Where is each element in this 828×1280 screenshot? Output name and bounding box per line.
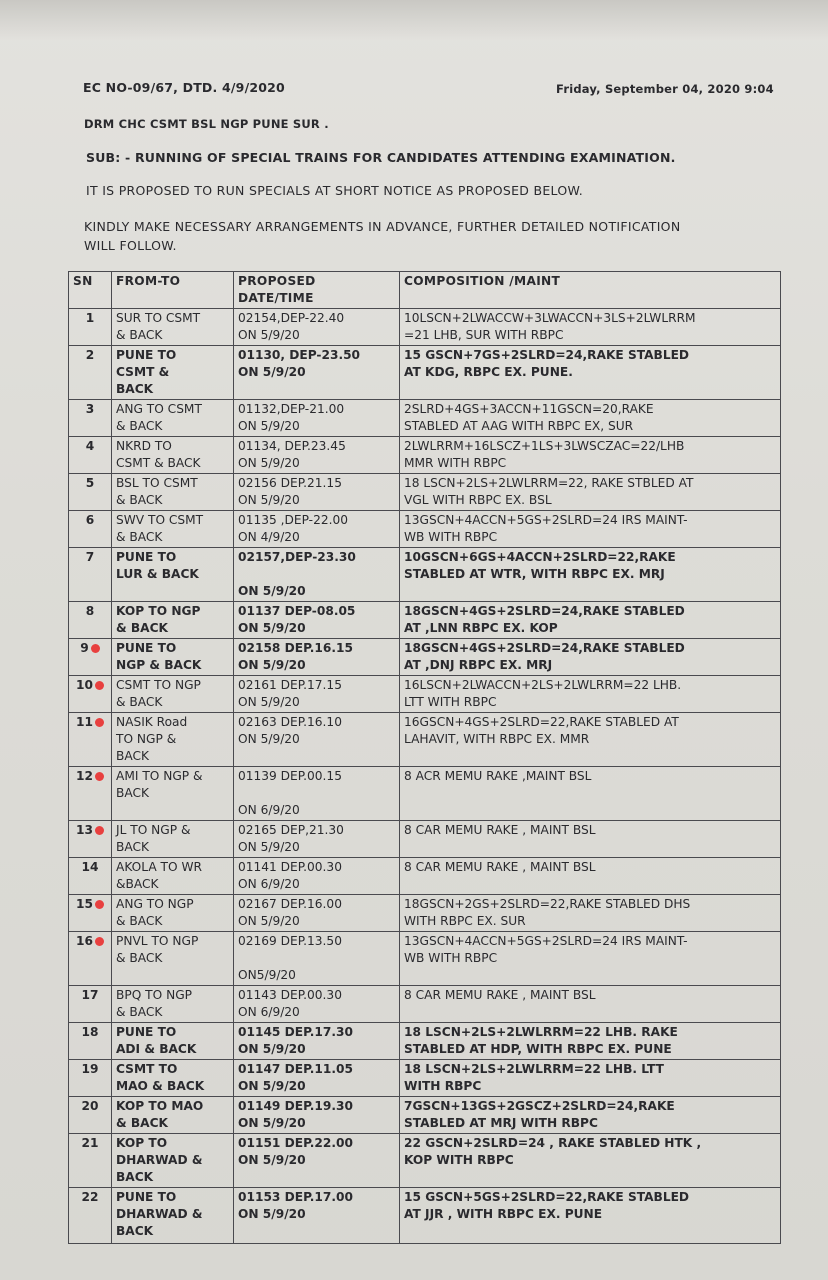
sn-cell (69, 676, 112, 713)
from-to-cell: SWV TO CSMT & BACK (112, 511, 234, 548)
date-time-cell: 01145 DEP.17.30 ON 5/9/20 (234, 1023, 400, 1060)
sn-cell (69, 602, 112, 639)
date-time-cell: 01132,DEP-21.00 ON 5/9/20 (234, 400, 400, 437)
table-row (69, 1097, 781, 1134)
date-time-cell: 02161 DEP.17.15 ON 5/9/20 (234, 676, 400, 713)
sn-number: 9 (80, 641, 89, 655)
date-time-cell: 02169 DEP.13.50 ON5/9/20 (234, 932, 400, 986)
composition-cell: 8 CAR MEMU RAKE , MAINT BSL (400, 858, 781, 895)
composition-cell: 2LWLRRM+16LSCZ+1LS+3LWSCZAC=22/LHB MMR WITH RBPC (400, 437, 781, 474)
sn-cell (69, 1134, 112, 1188)
sn-number: 1 (85, 311, 95, 325)
sn-cell (69, 986, 112, 1023)
column-header-from-to: FROM-TO (112, 272, 234, 309)
column-header-sn: SN (69, 272, 112, 309)
composition-cell: 13GSCN+4ACCN+5GS+2SLRD=24 IRS MAINT- WB WITH RBPC (400, 932, 781, 986)
sn-cell (69, 1023, 112, 1060)
instruction-text-line2: WILL FOLLOW. (84, 238, 177, 253)
red-mark-icon (95, 826, 104, 835)
sn-number: 18 (81, 1025, 99, 1039)
sn-number: 11 (76, 715, 93, 729)
red-mark-icon (91, 644, 100, 653)
table-row (69, 986, 781, 1023)
composition-cell: 2SLRD+4GS+3ACCN+11GSCN=20,RAKE STABLED AT AAG WITH RBPC EX, SUR (400, 400, 781, 437)
composition-cell: 18GSCN+4GS+2SLRD=24,RAKE STABLED AT ,DNJ RBPC EX. MRJ (400, 639, 781, 676)
sn-cell (69, 895, 112, 932)
sn-cell (69, 474, 112, 511)
sn-cell (69, 346, 112, 400)
red-mark-icon (95, 937, 104, 946)
date-time-cell: 02163 DEP.16.10 ON 5/9/20 (234, 713, 400, 767)
table-row (69, 1023, 781, 1060)
sn-number: 3 (85, 402, 95, 416)
sn-cell (69, 1060, 112, 1097)
from-to-cell: PUNE TO DHARWAD & BACK (112, 1188, 234, 1244)
composition-cell: 8 ACR MEMU RAKE ,MAINT BSL (400, 767, 781, 821)
timestamp: Friday, September 04, 2020 9:04 (556, 82, 774, 96)
table-row (69, 400, 781, 437)
table-row (69, 895, 781, 932)
table-row (69, 1134, 781, 1188)
date-time-cell: 01153 DEP.17.00 ON 5/9/20 (234, 1188, 400, 1244)
from-to-cell: PUNE TO NGP & BACK (112, 639, 234, 676)
sn-number: 13 (76, 823, 93, 837)
date-time-cell: 02156 DEP.21.15 ON 5/9/20 (234, 474, 400, 511)
composition-cell: 18 LSCN+2LS+2LWLRRM=22 LHB. LTT WITH RBPC (400, 1060, 781, 1097)
sn-number: 5 (85, 476, 95, 490)
from-to-cell: JL TO NGP & BACK (112, 821, 234, 858)
date-time-cell: 01134, DEP.23.45 ON 5/9/20 (234, 437, 400, 474)
from-to-cell: NKRD TO CSMT & BACK (112, 437, 234, 474)
sn-number: 15 (76, 897, 93, 911)
sn-number: 12 (76, 769, 93, 783)
sn-number: 14 (81, 860, 99, 874)
table-row (69, 767, 781, 821)
sn-cell (69, 767, 112, 821)
sn-number: 8 (85, 604, 95, 618)
composition-cell: 7GSCN+13GS+2GSCZ+2SLRD=24,RAKE STABLED AT MRJ WITH RBPC (400, 1097, 781, 1134)
sn-number: 10 (76, 678, 93, 692)
date-time-cell: 02165 DEP,21.30 ON 5/9/20 (234, 821, 400, 858)
date-time-cell: 01143 DEP.00.30 ON 6/9/20 (234, 986, 400, 1023)
from-to-cell: PUNE TO CSMT & BACK (112, 346, 234, 400)
sn-cell (69, 548, 112, 602)
from-to-cell: NASIK Road TO NGP & BACK (112, 713, 234, 767)
table-body (69, 309, 781, 1244)
top-shadow (0, 0, 828, 40)
table-row (69, 1060, 781, 1097)
composition-cell: 10GSCN+6GS+4ACCN+2SLRD=22,RAKE STABLED AT WTR, WITH RBPC EX. MRJ (400, 548, 781, 602)
date-time-cell: 01135 ,DEP-22.00 ON 4/9/20 (234, 511, 400, 548)
sn-cell (69, 932, 112, 986)
sn-cell (69, 400, 112, 437)
date-time-cell: 02167 DEP.16.00 ON 5/9/20 (234, 895, 400, 932)
composition-cell: 18GSCN+4GS+2SLRD=24,RAKE STABLED AT ,LNN RBPC EX. KOP (400, 602, 781, 639)
table-row (69, 639, 781, 676)
table-row (69, 309, 781, 346)
date-time-cell: 01130, DEP-23.50 ON 5/9/20 (234, 346, 400, 400)
table-row (69, 1188, 781, 1244)
sn-number: 2 (85, 348, 95, 362)
from-to-cell: PNVL TO NGP & BACK (112, 932, 234, 986)
table-row (69, 676, 781, 713)
from-to-cell: BPQ TO NGP & BACK (112, 986, 234, 1023)
composition-cell: 8 CAR MEMU RAKE , MAINT BSL (400, 986, 781, 1023)
table-header-row (69, 272, 781, 309)
sn-cell (69, 1188, 112, 1244)
date-time-cell: 02157,DEP-23.30 ON 5/9/20 (234, 548, 400, 602)
table-row (69, 548, 781, 602)
composition-cell: 8 CAR MEMU RAKE , MAINT BSL (400, 821, 781, 858)
from-to-cell: CSMT TO NGP & BACK (112, 676, 234, 713)
addressees: DRM CHC CSMT BSL NGP PUNE SUR . (84, 117, 329, 131)
from-to-cell: SUR TO CSMT & BACK (112, 309, 234, 346)
table-row (69, 474, 781, 511)
date-time-cell: 02158 DEP.16.15 ON 5/9/20 (234, 639, 400, 676)
table-row (69, 511, 781, 548)
sn-cell (69, 821, 112, 858)
date-time-cell: 01137 DEP-08.05 ON 5/9/20 (234, 602, 400, 639)
from-to-cell: ANG TO NGP & BACK (112, 895, 234, 932)
sn-cell (69, 713, 112, 767)
table-row (69, 346, 781, 400)
from-to-cell: KOP TO MAO & BACK (112, 1097, 234, 1134)
table-row (69, 932, 781, 986)
instruction-text-line1: KINDLY MAKE NECESSARY ARRANGEMENTS IN ADVANCE, FURTHER DETAILED NOTIFICATION (84, 219, 681, 234)
table-row (69, 821, 781, 858)
red-mark-icon (95, 900, 104, 909)
sn-cell (69, 437, 112, 474)
sn-cell (69, 511, 112, 548)
composition-cell: 18GSCN+2GS+2SLRD=22,RAKE STABLED DHS WITH RBPC EX. SUR (400, 895, 781, 932)
column-header-composition: COMPOSITION /MAINT (400, 272, 781, 309)
from-to-cell: AKOLA TO WR &BACK (112, 858, 234, 895)
date-time-cell: 01139 DEP.00.15 ON 6/9/20 (234, 767, 400, 821)
red-mark-icon (95, 718, 104, 727)
special-trains-table (68, 271, 781, 1244)
sn-number: 21 (81, 1136, 99, 1150)
from-to-cell: KOP TO DHARWAD & BACK (112, 1134, 234, 1188)
sn-number: 22 (81, 1190, 99, 1204)
red-mark-icon (95, 681, 104, 690)
composition-cell: 18 LSCN+2LS+2LWLRRM=22, RAKE STBLED AT VGL WITH RBPC EX. BSL (400, 474, 781, 511)
sn-cell (69, 1097, 112, 1134)
from-to-cell: PUNE TO ADI & BACK (112, 1023, 234, 1060)
sn-cell (69, 309, 112, 346)
red-mark-icon (95, 772, 104, 781)
sn-cell (69, 858, 112, 895)
proposal-text: IT IS PROPOSED TO RUN SPECIALS AT SHORT NOTICE AS PROPOSED BELOW. (86, 183, 583, 198)
from-to-cell: ANG TO CSMT & BACK (112, 400, 234, 437)
table-row (69, 713, 781, 767)
composition-cell: 16GSCN+4GS+2SLRD=22,RAKE STABLED AT LAHAVIT, WITH RBPC EX. MMR (400, 713, 781, 767)
composition-cell: 22 GSCN+2SLRD=24 , RAKE STABLED HTK , KOP WITH RBPC (400, 1134, 781, 1188)
sn-number: 4 (85, 439, 95, 453)
from-to-cell: BSL TO CSMT & BACK (112, 474, 234, 511)
date-time-cell: 02154,DEP-22.40 ON 5/9/20 (234, 309, 400, 346)
sn-number: 7 (85, 550, 95, 564)
composition-cell: 15 GSCN+7GS+2SLRD=24,RAKE STABLED AT KDG, RBPC EX. PUNE. (400, 346, 781, 400)
sn-number: 20 (81, 1099, 99, 1113)
composition-cell: 16LSCN+2LWACCN+2LS+2LWLRRM=22 LHB. LTT WITH RBPC (400, 676, 781, 713)
composition-cell: 13GSCN+4ACCN+5GS+2SLRD=24 IRS MAINT- WB WITH RBPC (400, 511, 781, 548)
composition-cell: 18 LSCN+2LS+2LWLRRM=22 LHB. RAKE STABLED AT HDP, WITH RBPC EX. PUNE (400, 1023, 781, 1060)
sn-number: 16 (76, 934, 93, 948)
sn-number: 6 (85, 513, 95, 527)
table-row (69, 437, 781, 474)
date-time-cell: 01141 DEP.00.30 ON 6/9/20 (234, 858, 400, 895)
from-to-cell: AMI TO NGP & BACK (112, 767, 234, 821)
table-row (69, 602, 781, 639)
subject-line: SUB: - RUNNING OF SPECIAL TRAINS FOR CANDIDATES ATTENDING EXAMINATION. (86, 150, 676, 165)
composition-cell: 10LSCN+2LWACCW+3LWACCN+3LS+2LWLRRM =21 LHB, SUR WITH RBPC (400, 309, 781, 346)
date-time-cell: 01149 DEP.19.30 ON 5/9/20 (234, 1097, 400, 1134)
from-to-cell: CSMT TO MAO & BACK (112, 1060, 234, 1097)
sn-number: 17 (81, 988, 99, 1002)
sn-cell (69, 639, 112, 676)
from-to-cell: KOP TO NGP & BACK (112, 602, 234, 639)
composition-cell: 15 GSCN+5GS+2SLRD=22,RAKE STABLED AT JJR , WITH RBPC EX. PUNE (400, 1188, 781, 1244)
date-time-cell: 01151 DEP.22.00 ON 5/9/20 (234, 1134, 400, 1188)
ec-number: EC NO-09/67, DTD. 4/9/2020 (83, 80, 285, 95)
from-to-cell: PUNE TO LUR & BACK (112, 548, 234, 602)
sn-number: 19 (81, 1062, 99, 1076)
column-header-date-time: PROPOSED DATE/TIME (234, 272, 400, 309)
table-row (69, 858, 781, 895)
date-time-cell: 01147 DEP.11.05 ON 5/9/20 (234, 1060, 400, 1097)
